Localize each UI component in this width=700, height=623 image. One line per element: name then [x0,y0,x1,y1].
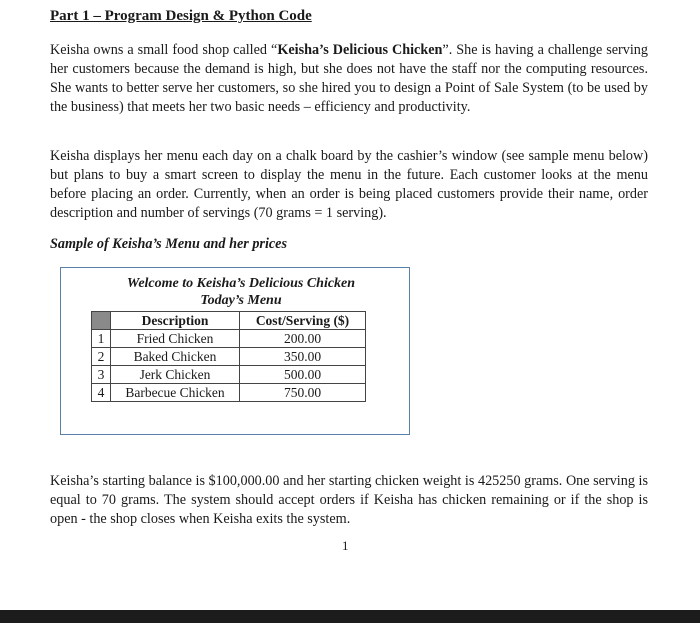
page-number: 1 [342,538,349,553]
menu-table-header-row [92,312,366,330]
item-cost: 500.00 [240,366,366,384]
intro-paragraph [50,41,648,117]
sample-menu-box [60,267,410,435]
table-row [92,348,366,366]
table-row [92,384,366,402]
table-row [92,366,366,384]
balance-paragraph: Keisha’s starting balance is $100,000.00 and her starting chicken weight is 425250 grams. One serving is equal to 70 grams. The system should accept orders if Keisha has chicken remaining or if the shop is open - the shop closes when Keisha exits the system. [50,473,648,527]
item-number: 4 [92,384,111,402]
menu-welcome-title: Welcome to Keisha’s Delicious Chicken [126,276,356,291]
item-cost: 200.00 [240,330,366,348]
item-number: 3 [92,366,111,384]
item-description: Jerk Chicken [111,366,240,384]
item-cost: 350.00 [240,348,366,366]
sample-menu-title: Sample of Keisha’s Menu and her prices [50,236,288,252]
description-column-header: Description [111,312,240,330]
item-number: 1 [92,330,111,348]
shop-name: Keisha’s Delicious Chicken [277,42,443,58]
menu-description-paragraph: Keisha displays her menu each day on a chalk board by the cashier’s window (see sample menu below) but plans to buy a smart screen to display the menu in the future. Each customer looks at the menu before placing an order. Currently, when an order is being placed customers provide their name, order description and number of servings (70 grams = 1 serving). [50,148,648,221]
number-column-header [92,312,111,330]
intro-text-start: Keisha owns a small food shop called “ [50,42,278,58]
item-number: 2 [92,348,111,366]
menu-table [91,311,366,402]
item-description: Barbecue Chicken [111,384,240,402]
item-description: Baked Chicken [111,348,240,366]
bottom-edge-bar [0,610,700,623]
table-row [92,330,366,348]
menu-today-title: Today’s Menu [200,293,282,308]
cost-column-header: Cost/Serving ($) [240,312,366,330]
item-cost: 750.00 [240,384,366,402]
section-heading: Part 1 – Program Design & Python Code [50,8,312,24]
intro-text-end: ”. She is having a challenge serving her customers because the demand is high, but she does not have the staff nor the computing resources. She wants to better serve her customers, so she hired you to design a Point of Sale System (to be used by the business) that meets her two basic needs – efficiency and productivity. [50,42,648,115]
item-description: Fried Chicken [111,330,240,348]
